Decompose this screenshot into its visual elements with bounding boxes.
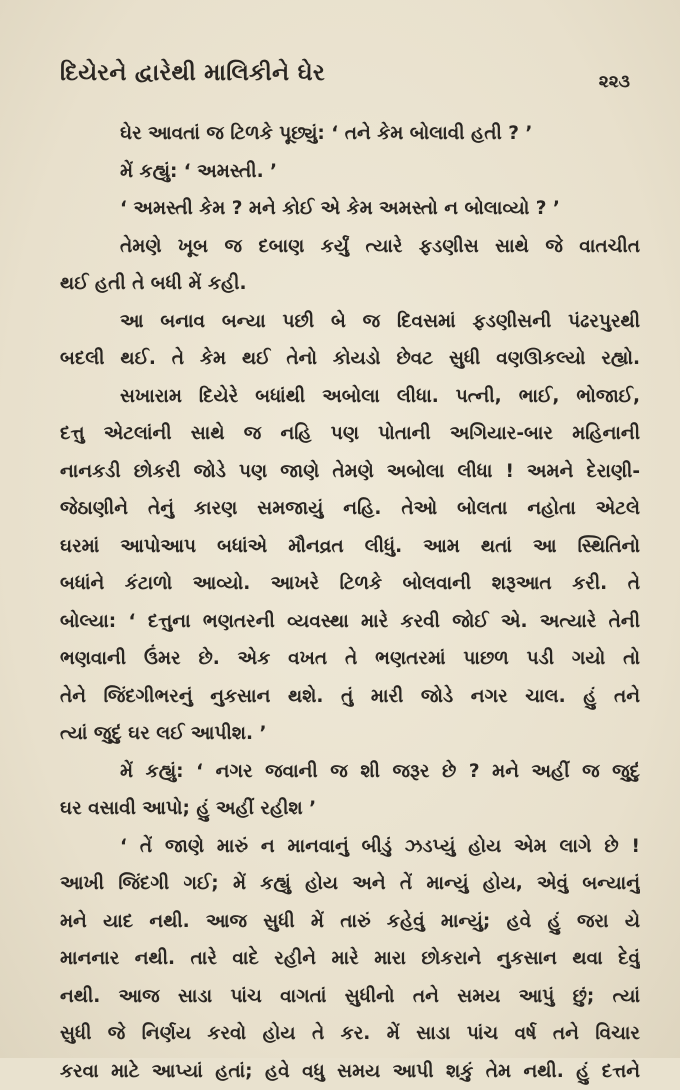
text-line: ભણવાની ઉંમર છે. એક વખત તે ભણતરમાં પાછળ પડી ગયો તો bbox=[60, 640, 640, 678]
text-line: ત્યાં જુદું ઘર લઈ આપીશ. ’ bbox=[60, 715, 640, 753]
text-line: મેં કહ્યું: ‘ નગર જવાની જ શી જરૂર છે ? મને અહીં જ જુદું bbox=[60, 753, 640, 791]
body-text bbox=[60, 115, 640, 1090]
text-line: તેમણે ખૂબ જ દબાણ કર્યું ત્યારે ફડણીસ સાથે જે વાતચીત bbox=[60, 228, 640, 266]
running-title: દિયેરને દ્વારેથી માલિકીને ઘેર bbox=[60, 60, 325, 86]
text-line: ઘર વસાવી આપો; હું અહીં રહીશ ’ bbox=[60, 790, 640, 828]
text-line: આખી જિંદગી ગઈ; મેં કહ્યું હોય અને તેં માન્યું હોય, એવું બન્યાનું bbox=[60, 865, 640, 903]
page-number: ૨૨૩ bbox=[599, 72, 630, 92]
text-line: ઘેર આવતાં જ ટિળકે પૂછ્યું: ‘ તને કેમ બોલાવી હતી ? ’ bbox=[60, 115, 640, 153]
text-line: ‘ અમસ્તી કેમ ? મને કોઈ એ કેમ અમસ્તો ન બોલાવ્યો ? ’ bbox=[60, 190, 640, 228]
text-line: ‘ તેં જાણે મારું ન માનવાનું બીડું ઝડપ્યું હોય એમ લાગે છે ! bbox=[60, 828, 640, 866]
text-line: માનનાર નથી. તારે વાદે રહીને મારે મારા છોકરાને નુકસાન થવા દેવું bbox=[60, 940, 640, 978]
text-line: નાનકડી છોકરી જોડે પણ જાણે તેમણે અબોલા લીધા ! અમને દેરાણી- bbox=[60, 453, 640, 491]
text-line: બધાંને કંટાળો આવ્યો. આખરે ટિળકે બોલવાની શરૂઆત કરી. તે bbox=[60, 565, 640, 603]
text-line: ઘરમાં આપોઆપ બધાંએ મૌનવ્રત લીધું. આમ થતાં આ સ્થિતિનો bbox=[60, 528, 640, 566]
text-line: સખારામ દિયેરે બધાંથી અબોલા લીધા. પત્ની, ભાઈ, ભોજાઈ, bbox=[60, 378, 640, 416]
text-line: થઈ હતી તે બધી મેં કહી. bbox=[60, 265, 640, 303]
text-line: બદલી થઈ. તે કેમ થઈ તેનો કોયડો છેવટ સુધી વણઊકલ્યો રહ્યો. bbox=[60, 340, 640, 378]
text-line: મેં કહ્યું: ‘ અમસ્તી. ’ bbox=[60, 153, 640, 191]
text-line: આ બનાવ બન્યા પછી બે જ દિવસમાં ફડણીસની પંઢરપુરથી bbox=[60, 303, 640, 341]
text-line: તેને જિંદગીભરનું નુકસાન થશે. તું મારી જોડે નગર ચાલ. હું તને bbox=[60, 678, 640, 716]
text-line: કરવા માટે આપ્યાં હતાં; હવે વધુ સમય આપી શકું તેમ નથી. હું દત્તને bbox=[60, 1053, 640, 1090]
text-line: નથી. આજ સાડા પાંચ વાગતાં સુધીનો તને સમય આપું છું; ત્યાં bbox=[60, 978, 640, 1016]
text-line: જેઠાણીને તેનું કારણ સમજાયું નહિ. તેઓ બોલતા નહોતા એટલે bbox=[60, 490, 640, 528]
text-line: બોલ્યા: ‘ દત્તુના ભણતરની વ્યવસ્થા મારે કરવી જોઈ એ. અત્યારે તેની bbox=[60, 603, 640, 641]
text-line: મને યાદ નથી. આજ સુધી મેં તારું કહેવું માન્યું; હવે હું જરા યે bbox=[60, 903, 640, 941]
text-line: દત્તુ એટલાંની સાથે જ નહિ પણ પોતાની અગિયાર-બાર મહિનાની bbox=[60, 415, 640, 453]
text-line: સુધી જે નિર્ણય કરવો હોય તે કર. મેં સાડા પાંચ વર્ષ તને વિચાર bbox=[60, 1015, 640, 1053]
page-header bbox=[60, 60, 630, 100]
